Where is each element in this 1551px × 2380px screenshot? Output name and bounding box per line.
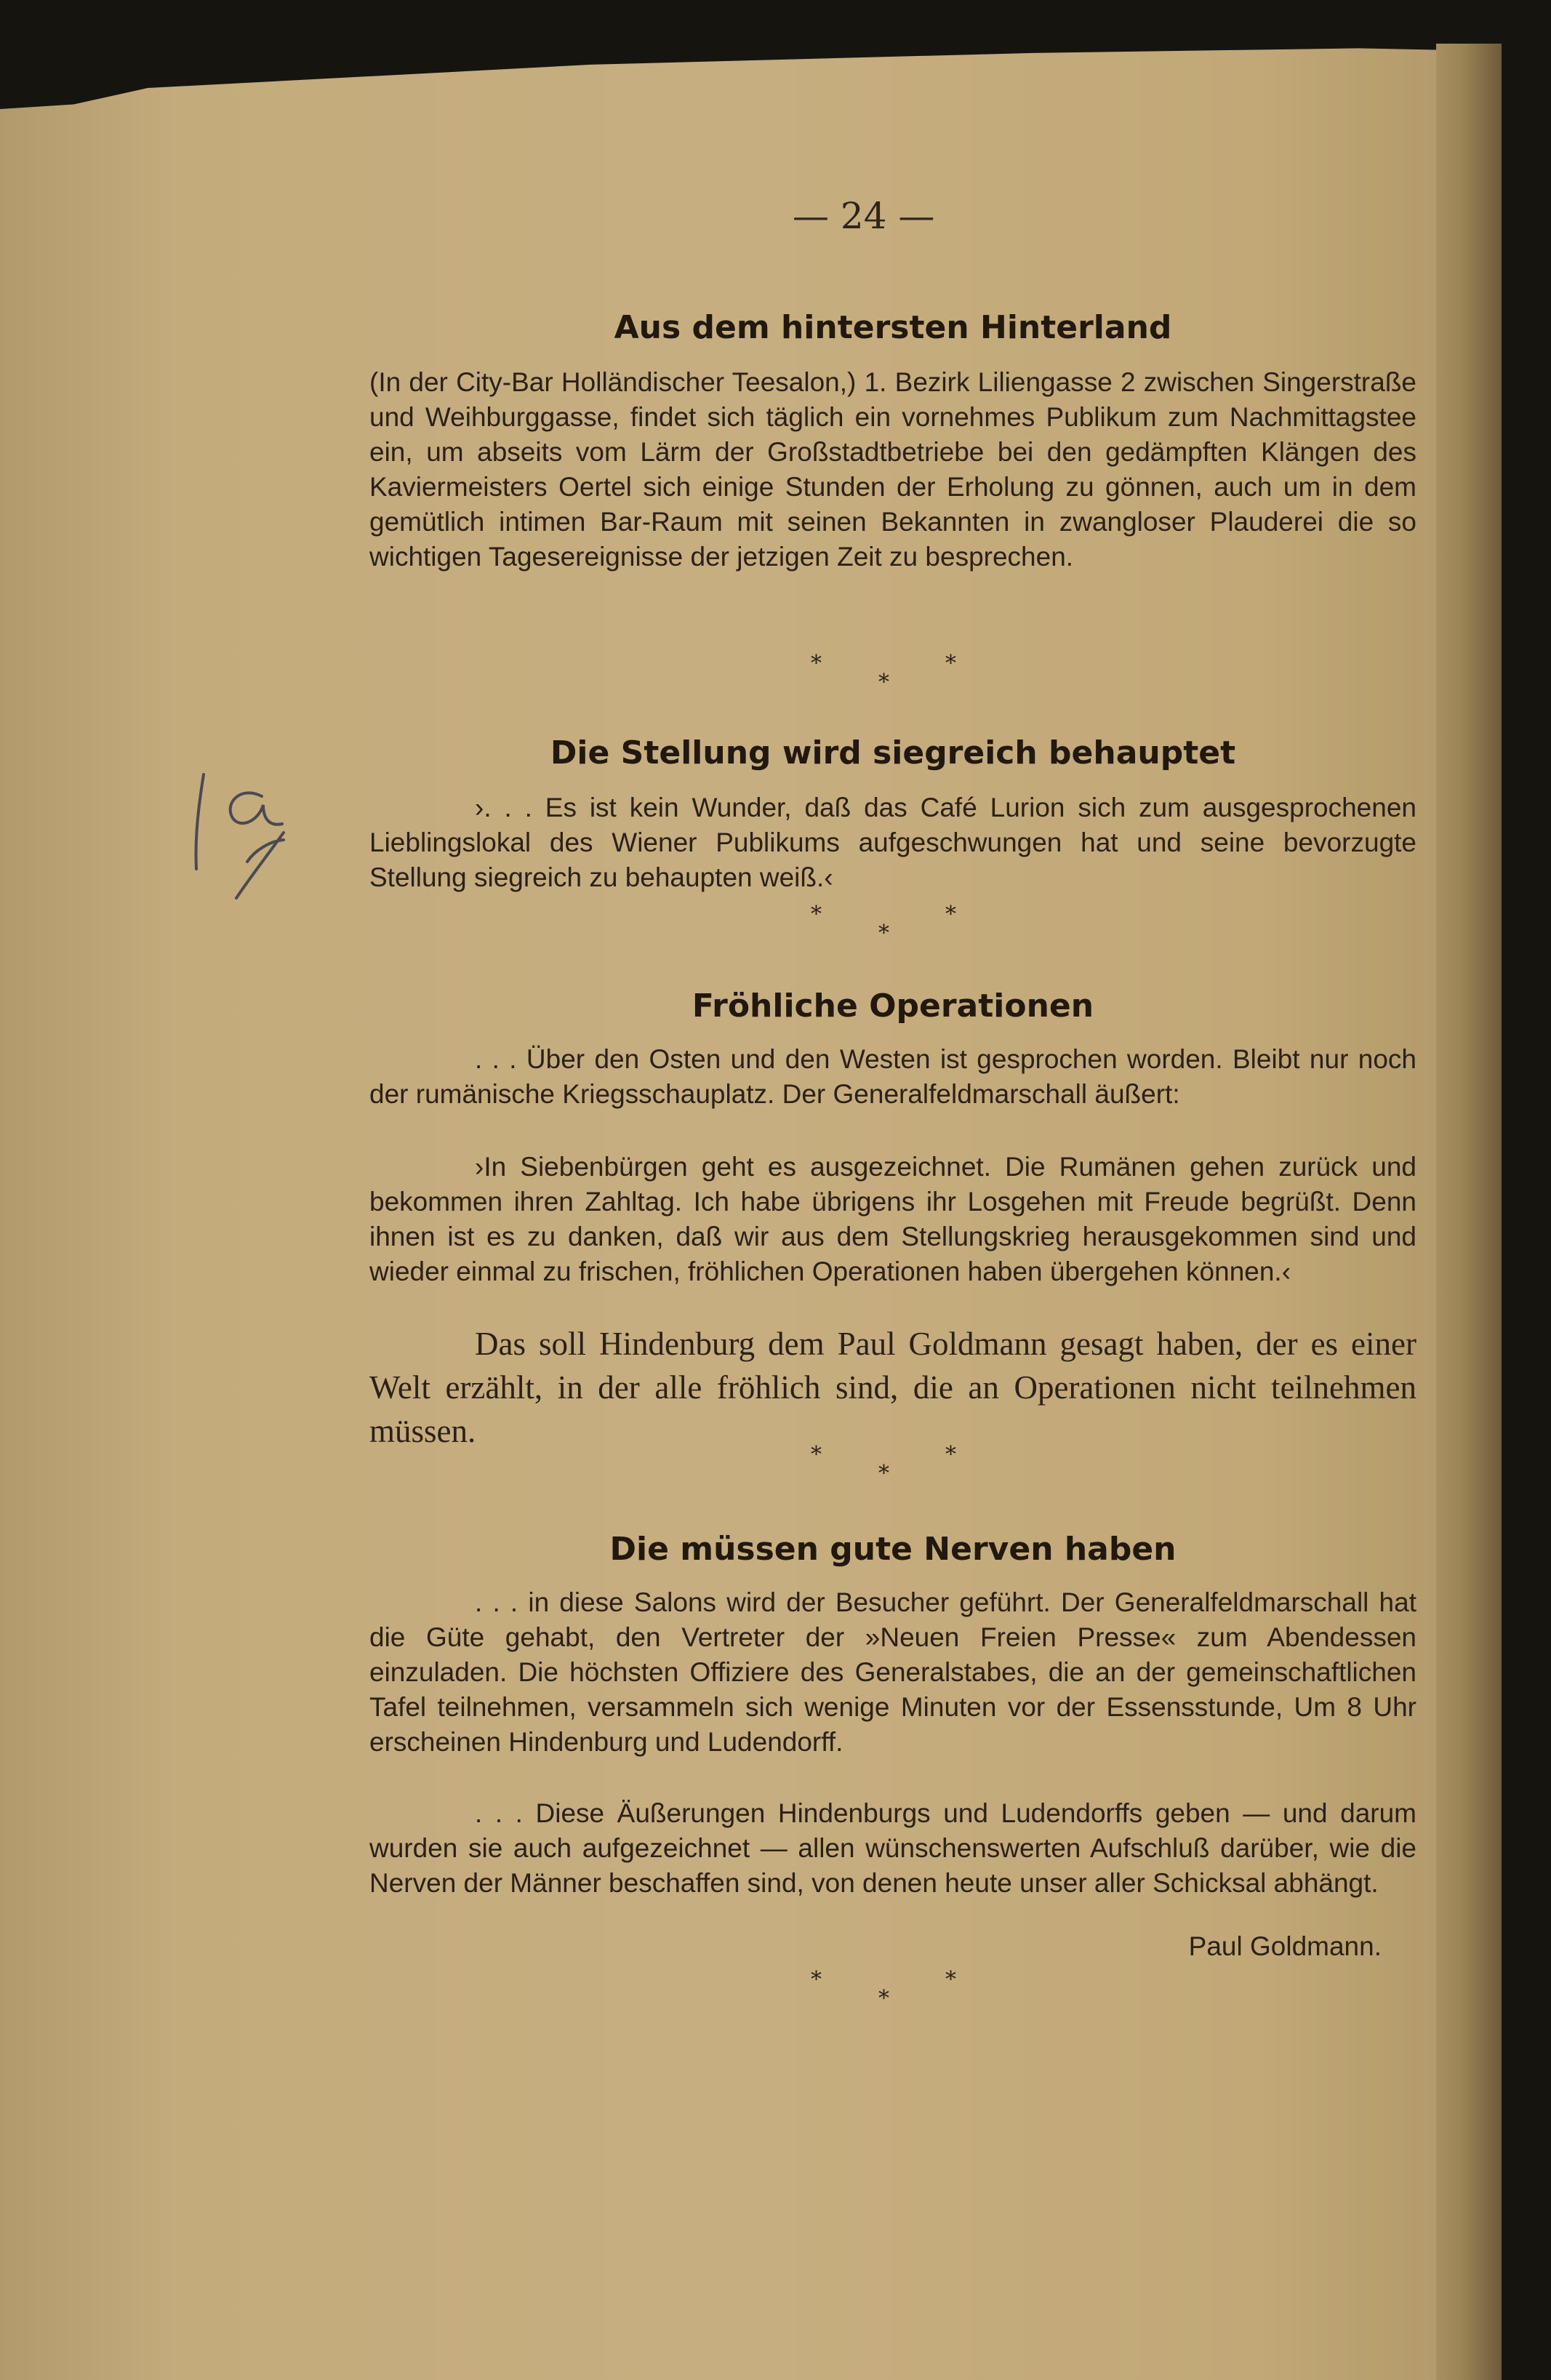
star-mark: *	[878, 921, 889, 946]
star-mark: *	[945, 651, 956, 676]
star-mark: *	[878, 670, 889, 695]
star-mark: *	[945, 1967, 956, 1992]
section-4-paragraph-1: . . . in diese Salons wird der Besucher geführt. Der Generalfeldmarschall hat die Güte gehabt, den Vertreter der »Neuen Freien Presse« zum Abendessen einzuladen. Die höchsten Offiziere des Generalstabes, die an der gemeinschaftlichen Tafel teilnehmen, versammeln sich wenige Minuten vor der Essensstunde, Um 8 Uhr erscheinen Hindenburg und Ludendorff.	[369, 1587, 1416, 1757]
section-3-heading: Fröhliche Operationen	[692, 987, 1094, 1025]
section-3-paragraph-1: . . . Über den Osten und den Westen ist gesprochen worden. Bleibt nur noch der rumänische Kriegsschauplatz. Der Generalfeldmarschall äußert:	[369, 1044, 1416, 1109]
section-3-paragraph-3: Das soll Hindenburg dem Paul Goldmann gesagt haben, der es einer Welt erzählt, in der alle fröhlich sind, die an Operationen nicht teilnehmen müssen.	[369, 1326, 1416, 1449]
section-1-heading: Aus dem hintersten Hinterland	[614, 309, 1172, 346]
section-2-body: ›. . . Es ist kein Wunder, daß das Café Lurion sich zum ausgesprochenen Lieblingslokal des Wiener Publikums aufgeschwungen hat und seine bevorzugte Stellung siegreich zu behaupten weiß.‹	[369, 793, 1416, 892]
star-mark: *	[878, 1461, 889, 1486]
section-4-separator	[800, 1967, 960, 2011]
star-mark: *	[811, 1442, 822, 1467]
section-2-heading: Die Stellung wird siegreich behauptet	[550, 734, 1236, 772]
star-mark: *	[945, 902, 956, 927]
star-mark: *	[945, 1442, 956, 1467]
section-2-separator	[800, 902, 960, 945]
paper-fold-edge	[1436, 44, 1502, 2380]
section-4-heading: Die müssen gute Nerven haben	[609, 1531, 1177, 1568]
section-1-separator	[800, 651, 960, 694]
section-3-paragraph-2: ›In Siebenbürgen geht es ausgezeichnet. Die Rumänen gehen zurück und bekommen ihren Zahltag. Ich habe übrigens ihr Losgehen mit Freude begrüßt. Denn ihnen ist es zu danken, daß wir aus dem Stellungskrieg herausgekommen sind und wieder einmal zu frischen, fröhlichen Operationen haben übergehen können.‹	[369, 1152, 1416, 1286]
page-number: — 24 —	[793, 195, 935, 237]
pencil-margin-note	[182, 760, 313, 905]
star-mark: *	[878, 1986, 889, 2011]
section-4-paragraph-2: . . . Diese Äußerungen Hindenburgs und Ludendorffs geben — und darum wurden sie auch aufgezeichnet — allen wünschenswerten Aufschluß darüber, wie die Nerven der Männer beschaffen sind, von denen heute unser aller Schicksal abhängt.	[369, 1798, 1416, 1898]
star-mark: *	[811, 651, 822, 676]
author-signature: Paul Goldmann.	[1188, 1931, 1382, 1961]
margin-note-text: 1a	[182, 760, 183, 761]
star-mark: *	[811, 902, 822, 927]
section-3-separator	[800, 1442, 960, 1486]
section-1-body: (In der City-Bar Holländischer Teesalon,) 1. Bezirk Liliengasse 2 zwischen Singerstraße und Weihburggasse, findet sich täglich ein vornehmes Publikum zum Nachmittagstee ein, um abseits vom Lärm der Großstadtbetriebe bei den gedämpften Klängen des Kaviermeisters Oertel sich einige Stunden der Erholung zu gönnen, auch um in dem gemütlich intimen Bar-Raum mit seinen Bekannten in zwangloser Plauderei die so wichtigen Tagesereignisse der jetzigen Zeit zu besprechen.	[369, 367, 1416, 572]
star-mark: *	[811, 1967, 822, 1992]
